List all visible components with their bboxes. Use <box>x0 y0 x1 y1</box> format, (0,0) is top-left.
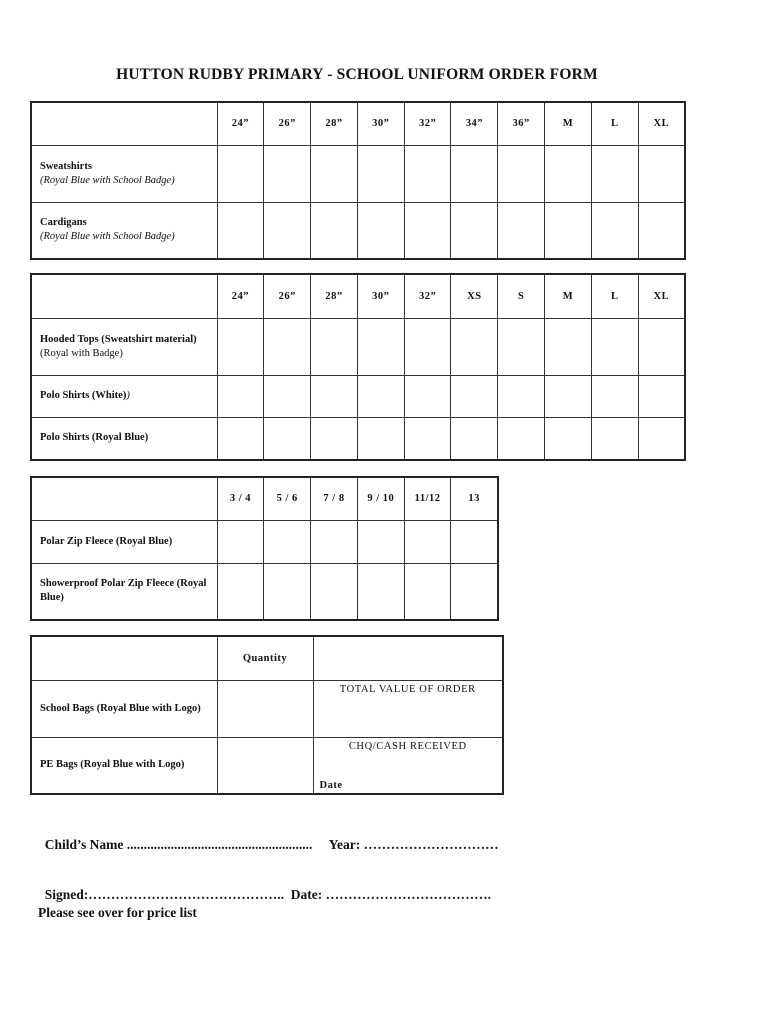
size-header: XS <box>451 274 498 318</box>
quantity-cell[interactable] <box>451 417 498 460</box>
signed-field[interactable]: Signed:…………………………………….. <box>44 887 285 902</box>
quantity-cell[interactable] <box>311 520 358 563</box>
item-description: (Royal with Badge) <box>40 347 123 359</box>
item-label <box>31 520 217 563</box>
quantity-cell[interactable] <box>311 375 358 417</box>
size-header: 26” <box>264 102 311 145</box>
header-blank <box>31 636 217 680</box>
table-row <box>31 563 498 620</box>
item-name: Polo Shirts (Royal Blue) <box>40 432 149 444</box>
quantity-cell[interactable] <box>311 563 358 620</box>
quantity-cell[interactable] <box>217 520 264 563</box>
quantity-cell[interactable] <box>638 202 685 259</box>
size-header: 3 / 4 <box>217 477 264 520</box>
quantity-cell[interactable] <box>404 417 451 460</box>
table-row <box>31 417 685 460</box>
item-name: Polo Shirts (White) <box>40 390 127 401</box>
size-header: 24” <box>217 102 264 145</box>
item-name: School Bags (Royal Blue with Logo) <box>40 702 201 714</box>
header-blank <box>31 274 217 318</box>
size-header: 11/12 <box>404 477 451 520</box>
size-header: 30” <box>357 274 404 318</box>
table-row <box>31 202 685 259</box>
header-blank <box>313 636 503 680</box>
quantity-cell[interactable] <box>357 202 404 259</box>
item-name: Cardigans <box>40 217 87 229</box>
quantity-cell[interactable] <box>498 375 545 417</box>
quantity-cell[interactable] <box>311 318 358 375</box>
quantity-cell[interactable] <box>591 417 638 460</box>
size-header: L <box>591 274 638 318</box>
quantity-cell[interactable] <box>357 375 404 417</box>
quantity-cell[interactable] <box>404 375 451 417</box>
item-label <box>31 737 217 794</box>
quantity-cell[interactable] <box>591 145 638 202</box>
item-description: (Royal Blue with School Badge) <box>40 174 175 186</box>
quantity-cell[interactable] <box>264 520 311 563</box>
item-description: ) <box>126 390 130 401</box>
quantity-cell[interactable] <box>591 202 638 259</box>
quantity-cell[interactable] <box>217 563 264 620</box>
item-description: (Royal Blue with School Badge) <box>40 231 175 243</box>
size-header: 34” <box>451 102 498 145</box>
payment-received-label: CHQ/CASH RECEIVED <box>348 740 467 752</box>
quantity-cell[interactable] <box>404 145 451 202</box>
size-header: 28” <box>311 102 358 145</box>
quantity-cell[interactable] <box>264 417 311 460</box>
quantity-cell[interactable] <box>404 318 451 375</box>
childs-name-line[interactable] <box>38 821 499 853</box>
quantity-header-row <box>31 636 503 680</box>
quantity-cell[interactable] <box>217 737 313 794</box>
size-header: 36” <box>498 102 545 145</box>
item-label <box>31 563 217 620</box>
quantity-cell[interactable] <box>638 145 685 202</box>
quantity-cell[interactable] <box>498 318 545 375</box>
item-label <box>31 318 217 375</box>
date-label: Date <box>319 780 343 791</box>
size-header: 28” <box>311 274 358 318</box>
date-field[interactable]: Date: ………………………………. <box>290 887 491 902</box>
quantity-cell[interactable] <box>451 375 498 417</box>
childs-name-field[interactable]: Child’s Name ....................................................... <box>44 837 313 852</box>
year-field[interactable]: Year: ………………………… <box>328 837 499 852</box>
total-value-label: TOTAL VALUE OF ORDER <box>339 683 476 695</box>
quantity-cell[interactable] <box>451 145 498 202</box>
quantity-cell[interactable] <box>545 318 592 375</box>
size-header: M <box>545 274 592 318</box>
quantity-cell[interactable] <box>217 417 264 460</box>
item-label <box>31 680 217 737</box>
quantity-cell[interactable] <box>591 318 638 375</box>
size-header: 26” <box>264 274 311 318</box>
item-label <box>31 417 217 460</box>
price-list-note: Please see over for price list <box>38 905 197 920</box>
quantity-cell[interactable] <box>498 202 545 259</box>
item-label <box>31 375 217 417</box>
quantity-cell[interactable] <box>591 375 638 417</box>
quantity-cell[interactable] <box>638 417 685 460</box>
quantity-cell[interactable] <box>404 563 451 620</box>
item-name: Sweatshirts <box>40 160 92 172</box>
item-name: Showerproof Polar Zip Fleece (Royal Blue) <box>40 578 207 604</box>
size-header: 5 / 6 <box>264 477 311 520</box>
size-header: 7 / 8 <box>311 477 358 520</box>
quantity-cell[interactable] <box>545 375 592 417</box>
quantity-cell[interactable] <box>638 318 685 375</box>
quantity-cell[interactable] <box>357 417 404 460</box>
size-header: M <box>545 102 592 145</box>
quantity-cell[interactable] <box>545 145 592 202</box>
size-header-row <box>31 274 685 318</box>
quantity-cell[interactable] <box>357 318 404 375</box>
size-header-row <box>31 477 498 520</box>
quantity-cell[interactable] <box>264 318 311 375</box>
payment-received-field[interactable] <box>313 737 503 794</box>
table-fleeces <box>30 476 499 621</box>
quantity-cell[interactable] <box>498 145 545 202</box>
item-name: PE Bags (Royal Blue with Logo) <box>40 759 185 771</box>
table-hoodies-polos <box>30 273 686 461</box>
table-sweatshirts-cardigans <box>30 101 686 260</box>
size-header: L <box>591 102 638 145</box>
quantity-cell[interactable] <box>451 520 498 563</box>
quantity-cell[interactable] <box>357 520 404 563</box>
table-row <box>31 520 498 563</box>
size-header: XL <box>638 274 685 318</box>
table-row <box>31 375 685 417</box>
quantity-cell[interactable] <box>311 202 358 259</box>
item-name: Hooded Tops (Sweatshirt material) <box>40 333 197 345</box>
quantity-cell[interactable] <box>451 563 498 620</box>
size-header: 32” <box>404 274 451 318</box>
quantity-cell[interactable] <box>217 375 264 417</box>
quantity-cell[interactable] <box>217 318 264 375</box>
header-blank <box>31 102 217 145</box>
size-header: XL <box>638 102 685 145</box>
size-header: S <box>498 274 545 318</box>
table-row <box>31 680 503 737</box>
quantity-cell[interactable] <box>264 563 311 620</box>
table-row <box>31 318 685 375</box>
quantity-cell[interactable] <box>217 680 313 737</box>
quantity-cell[interactable] <box>451 318 498 375</box>
item-label <box>31 145 217 202</box>
quantity-cell[interactable] <box>357 563 404 620</box>
quantity-cell[interactable] <box>264 145 311 202</box>
quantity-cell[interactable] <box>451 202 498 259</box>
item-label <box>31 202 217 259</box>
table-bags <box>30 635 504 795</box>
quantity-cell[interactable] <box>311 145 358 202</box>
quantity-cell[interactable] <box>264 202 311 259</box>
quantity-cell[interactable] <box>217 202 264 259</box>
quantity-header: Quantity <box>217 636 313 680</box>
table-row <box>31 737 503 794</box>
total-value-field[interactable] <box>313 680 503 737</box>
size-header: 30” <box>357 102 404 145</box>
quantity-cell[interactable] <box>498 417 545 460</box>
quantity-cell[interactable] <box>264 375 311 417</box>
header-blank <box>31 477 217 520</box>
quantity-cell[interactable] <box>545 417 592 460</box>
signature-line[interactable] <box>38 871 491 903</box>
quantity-cell[interactable] <box>404 520 451 563</box>
size-header: 9 / 10 <box>357 477 404 520</box>
size-header: 24” <box>217 274 264 318</box>
item-name: Polar Zip Fleece (Royal Blue) <box>40 535 173 547</box>
quantity-cell[interactable] <box>357 145 404 202</box>
size-header-row <box>31 102 685 145</box>
quantity-cell[interactable] <box>217 145 264 202</box>
quantity-cell[interactable] <box>638 375 685 417</box>
page-title: HUTTON RUDBY PRIMARY - SCHOOL UNIFORM ORDER FORM <box>116 66 598 83</box>
table-row <box>31 145 685 202</box>
quantity-cell[interactable] <box>404 202 451 259</box>
size-header: 13 <box>451 477 498 520</box>
quantity-cell[interactable] <box>311 417 358 460</box>
quantity-cell[interactable] <box>545 202 592 259</box>
size-header: 32” <box>404 102 451 145</box>
